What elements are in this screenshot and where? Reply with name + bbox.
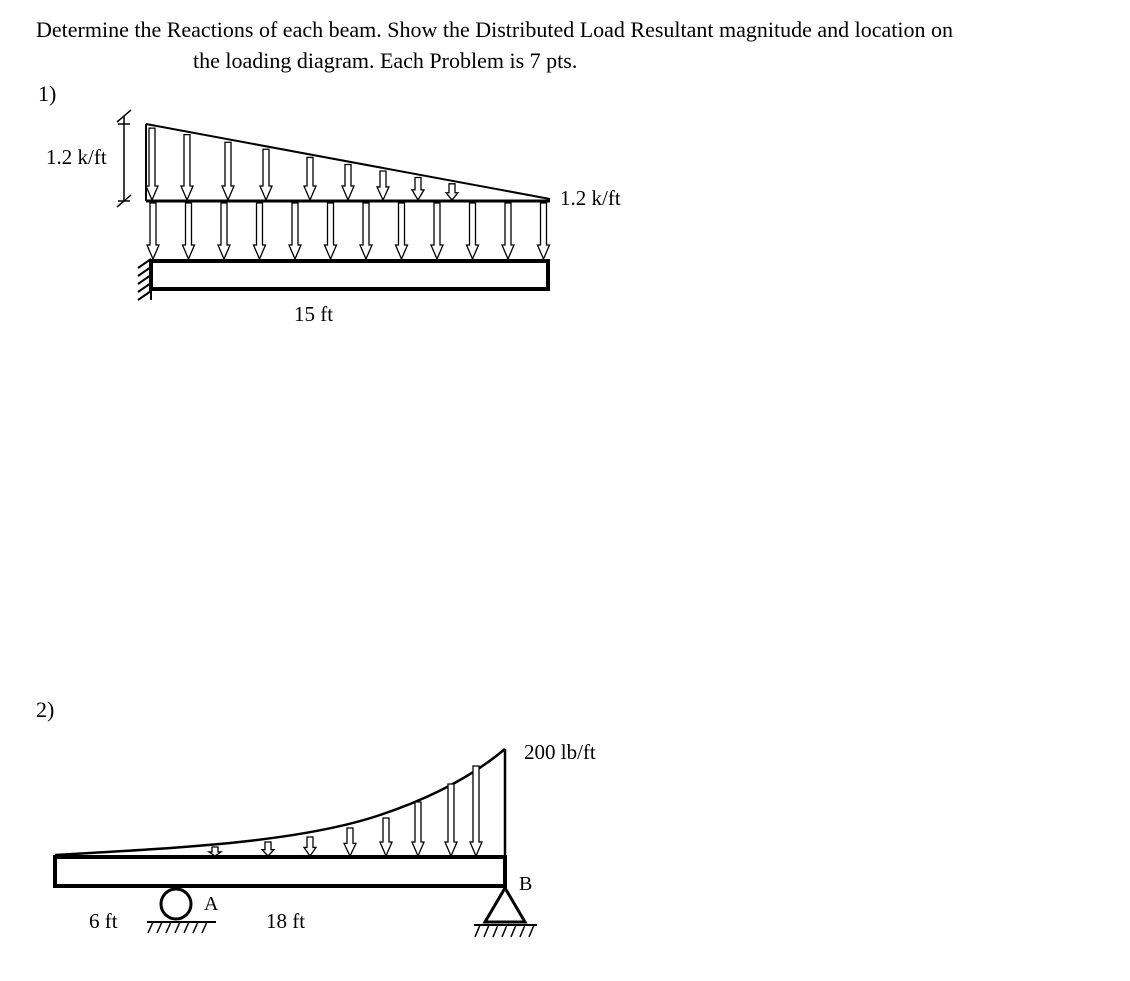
overhang-label: 6 ft bbox=[89, 909, 118, 933]
peak-load-label: 200 lb/ft bbox=[524, 740, 596, 764]
span-label-p2: 18 ft bbox=[266, 909, 306, 933]
problem-1-number: 1) bbox=[38, 81, 57, 106]
parabolic-load-arrow bbox=[380, 818, 392, 856]
parabolic-load-arrow bbox=[262, 842, 274, 856]
parabolic-load-arrow bbox=[209, 847, 221, 856]
support-a-label: A bbox=[204, 893, 219, 915]
support-b-label: B bbox=[519, 873, 533, 895]
parabolic-load-arrow bbox=[470, 766, 482, 856]
uniform-load-label: 1.2 k/ft bbox=[560, 186, 621, 210]
triangular-load-label: 1.2 k/ft bbox=[46, 145, 107, 169]
parabolic-load-arrow bbox=[445, 784, 457, 856]
parabolic-load-arrow bbox=[344, 828, 356, 856]
beam-2 bbox=[55, 857, 505, 886]
problem-2-number: 2) bbox=[36, 697, 55, 722]
instruction-line-1: Determine the Reactions of each beam. Show the Distributed Load Resultant magnitude and location on bbox=[36, 17, 954, 42]
parabolic-load-curve bbox=[55, 749, 505, 855]
instruction-line-2: the loading diagram. Each Problem is 7 pts. bbox=[193, 48, 578, 73]
span-label-p1: 15 ft bbox=[294, 302, 334, 326]
parabolic-load-arrow bbox=[304, 837, 316, 856]
parabolic-load-arrows bbox=[209, 766, 482, 856]
parabolic-load-arrow bbox=[412, 802, 424, 856]
